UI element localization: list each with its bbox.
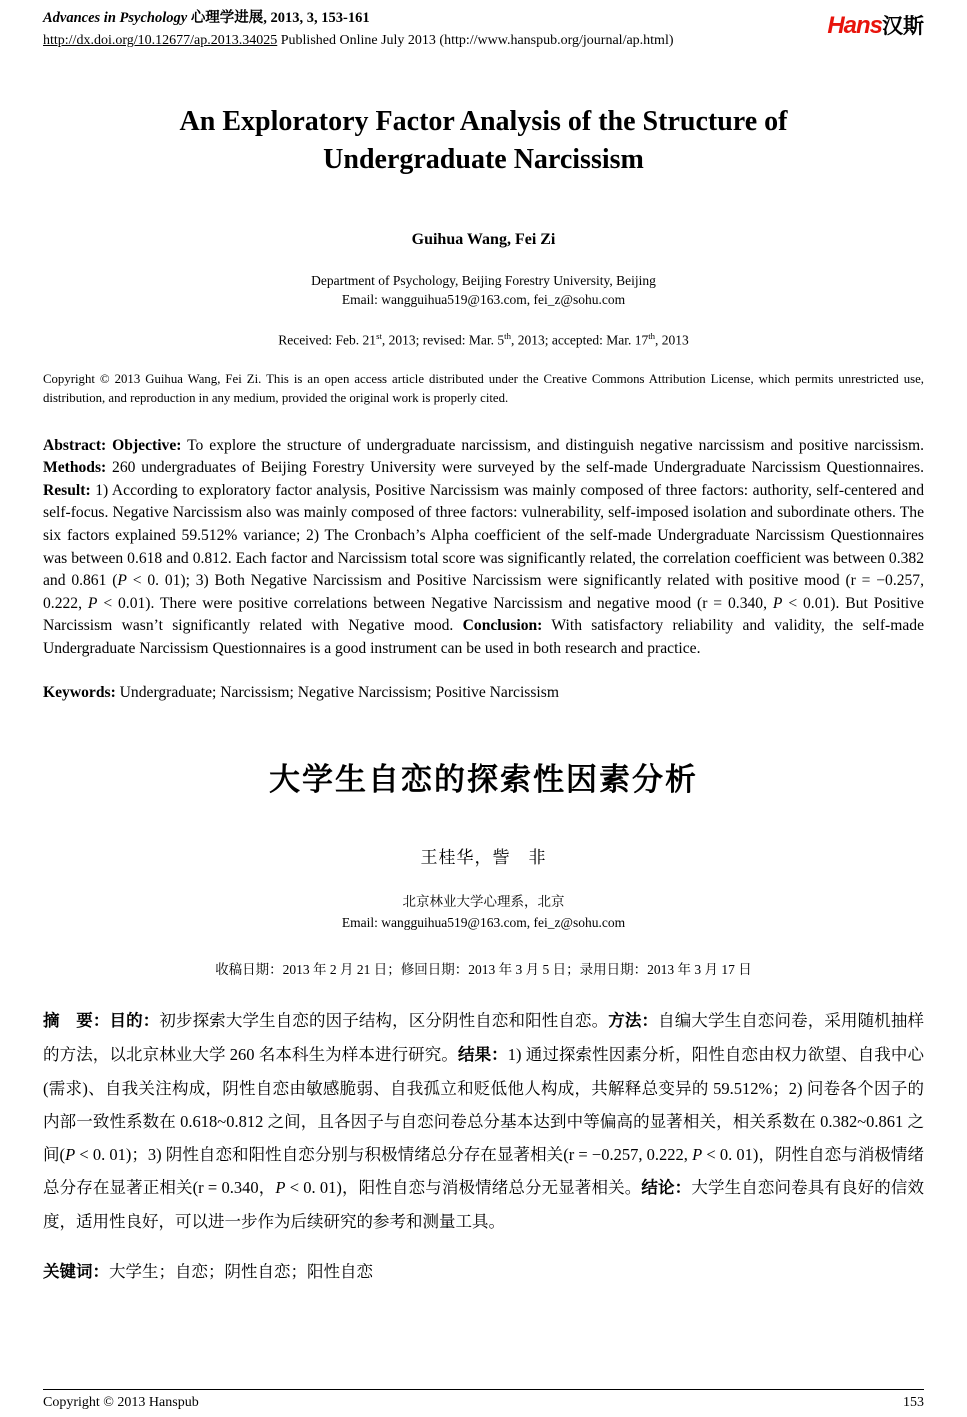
hans-logo-text: Hans — [827, 12, 882, 39]
hans-logo — [827, 8, 924, 40]
received-line: Received: Feb. 21st, 2013; revised: Mar. 5th, 2013; accepted: Mar. 17th, 2013 — [278, 330, 689, 348]
chinese-keywords-label: 关键词： — [43, 1262, 109, 1281]
affiliation-block — [43, 272, 924, 310]
paper-title: An Exploratory Factor Analysis of the Structure of Undergraduate Narcissism — [179, 106, 788, 176]
authors-line: Guihua Wang, Fei Zi — [411, 230, 556, 248]
chinese-affiliation-line: 北京林业大学心理系，北京 — [402, 893, 565, 909]
chinese-affiliation-block — [43, 892, 924, 934]
chinese-dates-line: 收稿日期：2013 年 2 月 21 日；修回日期：2013 年 3 月 5 日；录用日期：2013 年 3 月 17 日 — [215, 961, 752, 977]
footer-copyright: Copyright © 2013 Hanspub — [43, 1395, 199, 1410]
doi-link[interactable]: http://dx.doi.org/10.12677/ap.2013.34025 — [43, 33, 278, 49]
page-header — [43, 8, 924, 51]
journal-name-cn: 心理学进展, 2013, 3, 153-161 — [187, 10, 370, 26]
footer-page-number: 153 — [903, 1395, 924, 1410]
keywords-text: Undergraduate; Narcissism; Negative Narcissism; Positive Narcissism — [115, 683, 559, 701]
journal-info — [43, 8, 674, 51]
keywords-line — [43, 684, 924, 702]
doi-line — [43, 31, 674, 51]
page-footer — [43, 1389, 924, 1411]
chinese-abstract-paragraph: 摘 要：目的：初步探索大学生自恋的因子结构，区分阴性自恋和阳性自恋。方法：自编大学生自恋问卷，采用随机抽样的方法，以北京林业大学 260 名本科生为样本进行研究。结果：1) 通过探索性因素分析，阳性自恋由权力欲望、自我中心(需求)、自我关注构成，阴性自恋由敏感脆弱、自我孤立和贬低他人构成，共解释总变异的 59.512%；2) 问卷各个因子的内部一致性系数在 0.618~0.812 之间，且各因子与自恋问卷总分基本达到中等偏高的显著相关，相关系数在 0.382~0.861 之间(P < 0. 01)；3) 阴性自恋和阳性自恋分别与积极情绪总分存在显著相关(r = −0.257, 0.222, P < 0. 01)，阴性自恋与消极情绪总分存在显著正相关(r = 0.340，P < 0. 01)，阳性自恋与消极情绪总分无显著相关。结论：大学生自恋问卷具有良好的信效度，适用性良好，可以进一步作为后续研究的参考和测量工具。 — [43, 1010, 925, 1231]
journal-title-line — [43, 8, 674, 29]
chinese-keywords-line — [43, 1258, 924, 1282]
journal-name-en: Advances in Psychology — [43, 10, 188, 26]
chinese-authors-line: 王桂华，訾 非 — [420, 847, 547, 867]
chinese-title: 大学生自恋的探索性因素分析 — [269, 761, 698, 797]
affiliation-line: Department of Psychology, Beijing Forestry University, Beijing — [311, 272, 656, 288]
abstract-paragraph: Abstract: Objective: To explore the structure of undergraduate narcissism, and distinguish negative narcissism and positive narcissism. Methods: 260 undergraduates of Beijing Forestry University were surveyed by the self-made Undergraduate Narcissism Questionnaires. Result: 1) According to exploratory factor analysis, Positive Narcissism was mainly composed of three factors: authority, self-centered and self-focus. Negative Narcissism also was mainly composed of three factors: vulnerability, self-imposed isolation and subordinate others. The six factors explained 59.512% variance; 2) The Cronbach’s Alpha coefficient of the self-made Undergraduate Narcissism Questionnaires was between 0.618 and 0.812. Each factor and Narcissism total score was significantly related, the correlation coefficient was between 0.382 and 0.861 (P < 0. 01); 3) Both Negative Narcissism and Positive Narcissism were significantly related with positive mood (r = −0.257, 0.222, P < 0.01). There were positive correlations between Negative Narcissism and negative mood (r = 0.340, P < 0.01). But Positive Narcissism wasn’t significantly related with Negative mood. Conclusion: With satisfactory reliability and validity, the self-made Undergraduate Narcissism Questionnaires is a good instrument can be used in both research and practice. — [43, 436, 925, 658]
published-online-text: Published Online July 2013 (http://www.hanspub.org/journal/ap.html) — [277, 33, 674, 49]
copyright-notice: Copyright © 2013 Guihua Wang, Fei Zi. This is an open access article distributed under the Creative Commons Attribution License, which permits unrestricted use, distribution, and reproduction in any medium, provided the original work is properly cited. — [43, 372, 924, 406]
chinese-email-line: Email: wangguihua519@163.com, fei_z@sohu.com — [341, 914, 626, 930]
hans-logo-cn: 汉斯 — [882, 15, 924, 38]
chinese-keywords-text: 大学生；自恋；阴性自恋；阳性自恋 — [109, 1261, 373, 1281]
email-line: Email: wangguihua519@163.com, fei_z@sohu.com — [341, 291, 626, 307]
keywords-label: Keywords: — [43, 683, 116, 701]
